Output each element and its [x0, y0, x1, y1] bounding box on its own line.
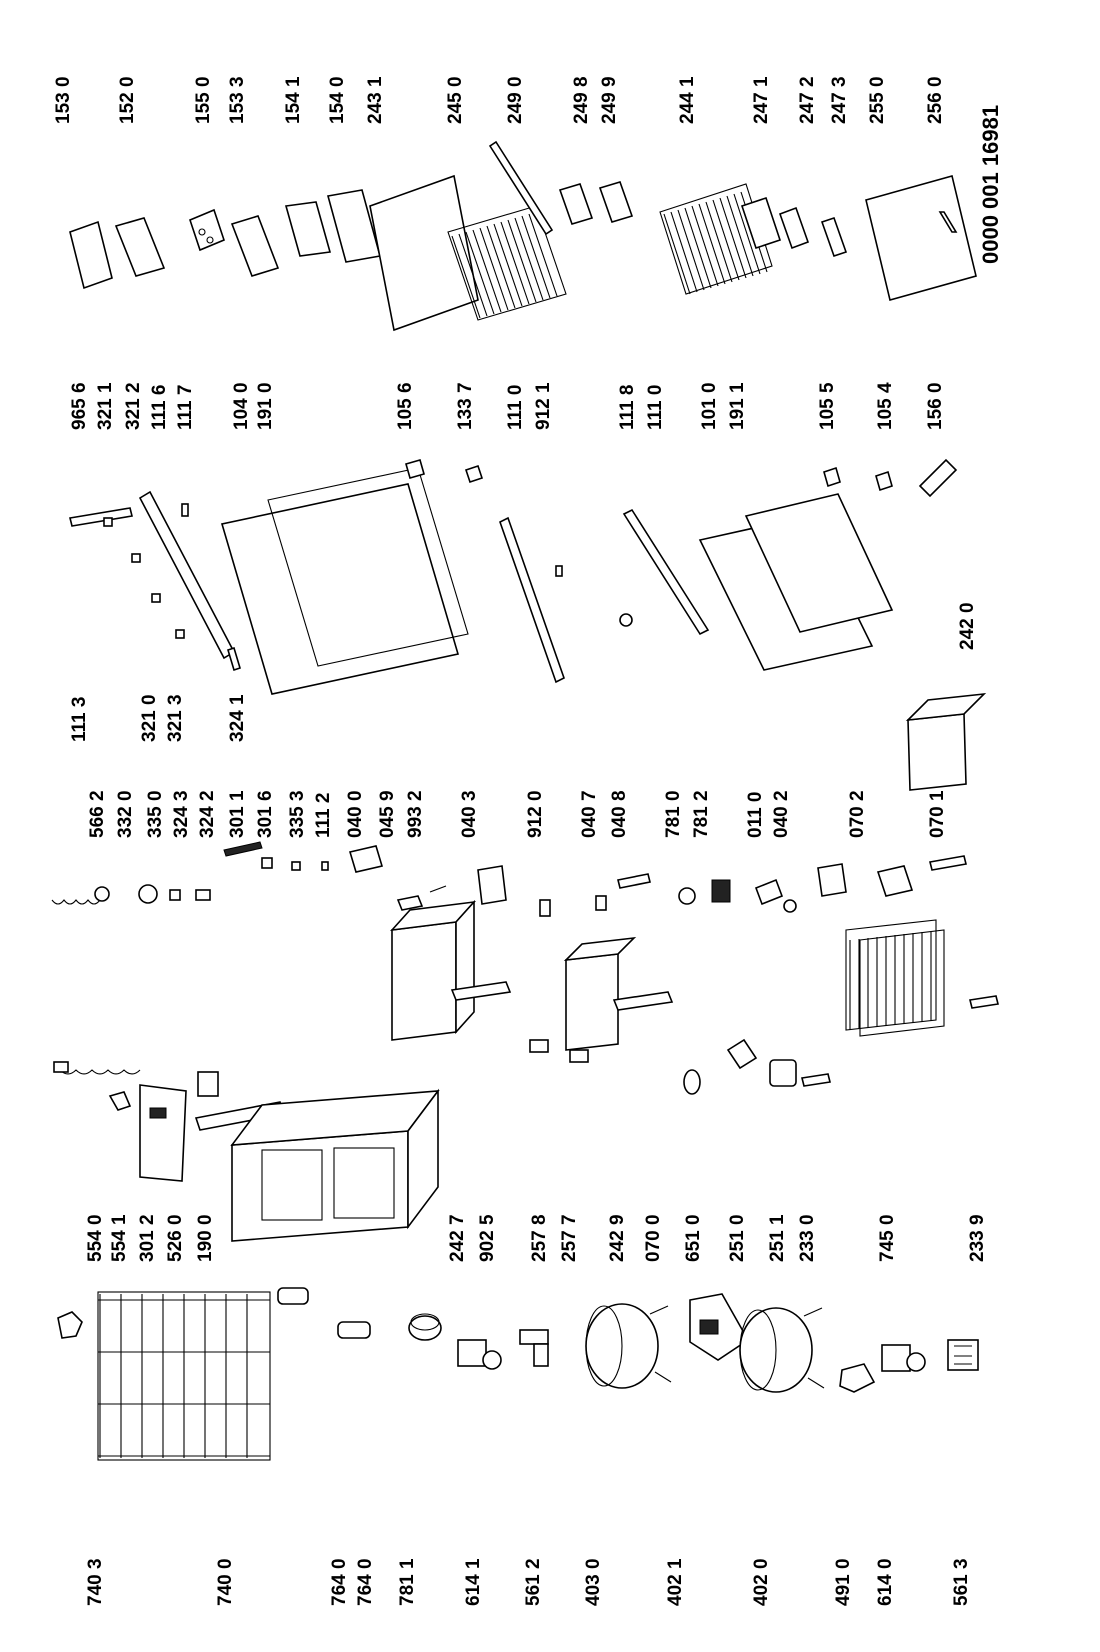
part-label: 249 9 [599, 76, 620, 124]
part-label: 242 9 [607, 1214, 628, 1262]
part-label: 190 0 [195, 1214, 216, 1262]
part-label: 155 0 [193, 76, 214, 124]
part-label: 335 0 [145, 790, 166, 838]
part-label: 247 1 [751, 76, 772, 124]
part-label: 902 5 [477, 1214, 498, 1262]
part-label: 402 1 [665, 1558, 686, 1606]
part-label: 233 9 [967, 1214, 988, 1262]
part-label: 745 0 [877, 1214, 898, 1262]
part-label: 561 2 [523, 1558, 544, 1606]
part-label: 040 0 [345, 790, 366, 838]
part-label: 257 7 [559, 1214, 580, 1262]
part-label: 912 1 [533, 382, 554, 430]
part-label: 191 0 [255, 382, 276, 430]
part-label: 764 0 [329, 1558, 350, 1606]
part-label: 152 0 [117, 76, 138, 124]
part-label: 011 0 [745, 791, 766, 838]
part-label: 332 0 [115, 790, 136, 838]
part-label: 191 1 [727, 382, 748, 430]
part-label: 105 5 [817, 382, 838, 430]
part-label: 402 0 [751, 1558, 772, 1606]
part-label: 255 0 [867, 76, 888, 124]
part-label: 614 0 [875, 1558, 896, 1606]
part-label: 245 0 [445, 76, 466, 124]
part-label: 740 0 [215, 1558, 236, 1606]
part-label: 781 1 [397, 1558, 418, 1606]
part-label: 561 3 [951, 1558, 972, 1606]
condenser-coil [98, 1292, 270, 1460]
part-label: 335 3 [287, 790, 308, 838]
part-label: 257 8 [529, 1214, 550, 1262]
part-label: 993 2 [405, 790, 426, 838]
part-label: 566 2 [87, 790, 108, 838]
part-label: 244 1 [677, 76, 698, 124]
part-label: 491 0 [833, 1558, 854, 1606]
part-label: 111 8 [617, 384, 638, 430]
column-2-parts [54, 902, 998, 1241]
part-label: 301 1 [227, 790, 248, 838]
part-label: 651 0 [683, 1214, 704, 1262]
part-label: 133 7 [455, 382, 476, 430]
part-label: 242 7 [447, 1214, 468, 1262]
part-label: 156 0 [925, 382, 946, 430]
part-label: 764 0 [355, 1558, 376, 1606]
part-label: 153 3 [227, 76, 248, 124]
part-label: 324 1 [227, 694, 248, 742]
part-label: 403 0 [583, 1558, 604, 1606]
part-label: 321 2 [123, 382, 144, 430]
wire-baskets [846, 920, 944, 1036]
part-label: 740 3 [85, 1558, 106, 1606]
part-label: 321 0 [139, 694, 160, 742]
part-label: 554 1 [109, 1214, 130, 1262]
part-label: 324 3 [171, 790, 192, 838]
part-label: 912 0 [525, 790, 546, 838]
part-label: 040 2 [771, 790, 792, 838]
part-label: 154 0 [327, 76, 348, 124]
part-label: 105 6 [395, 382, 416, 430]
part-label: 249 8 [571, 76, 592, 124]
column-3-parts [52, 842, 966, 916]
part-label: 256 0 [925, 76, 946, 124]
part-label: 070 0 [643, 1214, 664, 1262]
part-label: 965 6 [69, 382, 90, 430]
part-label: 111 6 [149, 384, 170, 430]
part-label: 249 0 [505, 76, 526, 124]
part-label: 153 0 [53, 76, 74, 124]
part-label: 104 0 [231, 382, 252, 430]
part-label: 040 8 [609, 790, 630, 838]
part-label: 324 2 [197, 790, 218, 838]
part-label: 070 1 [927, 790, 948, 838]
part-label: 554 0 [85, 1214, 106, 1262]
part-label: 233 0 [797, 1214, 818, 1262]
part-label: 781 0 [663, 790, 684, 838]
part-label: 614 1 [463, 1558, 484, 1606]
part-label: 111 0 [505, 384, 526, 430]
part-label: 247 2 [797, 76, 818, 124]
column-4-5-parts [70, 460, 984, 790]
part-label: 040 7 [579, 790, 600, 838]
column-6-parts [70, 142, 976, 330]
part-label: 781 2 [691, 790, 712, 838]
document-code: 0000 001 16981 [978, 104, 1003, 264]
part-label: 101 0 [699, 382, 720, 430]
part-label: 301 2 [137, 1214, 158, 1262]
part-label: 251 1 [767, 1214, 788, 1262]
part-label: 321 3 [165, 694, 186, 742]
part-label: 526 0 [165, 1214, 186, 1262]
part-label: 045 9 [377, 790, 398, 838]
column-1-parts [58, 1288, 978, 1460]
part-label: 111 7 [175, 384, 196, 430]
part-label: 105 4 [875, 382, 896, 430]
part-label: 070 2 [847, 790, 868, 838]
part-label: 242 0 [957, 602, 978, 650]
part-label: 154 1 [283, 76, 304, 124]
part-label: 247 3 [829, 76, 850, 124]
part-label: 040 3 [459, 790, 480, 838]
part-label: 111 0 [645, 384, 666, 430]
part-label: 111 3 [69, 696, 90, 742]
cabinet-body [232, 1091, 438, 1241]
part-label: 321 1 [95, 382, 116, 430]
part-label: 301 6 [255, 790, 276, 838]
part-label: 111 2 [313, 792, 334, 838]
part-label: 251 0 [727, 1214, 748, 1262]
part-label: 243 1 [365, 76, 386, 124]
